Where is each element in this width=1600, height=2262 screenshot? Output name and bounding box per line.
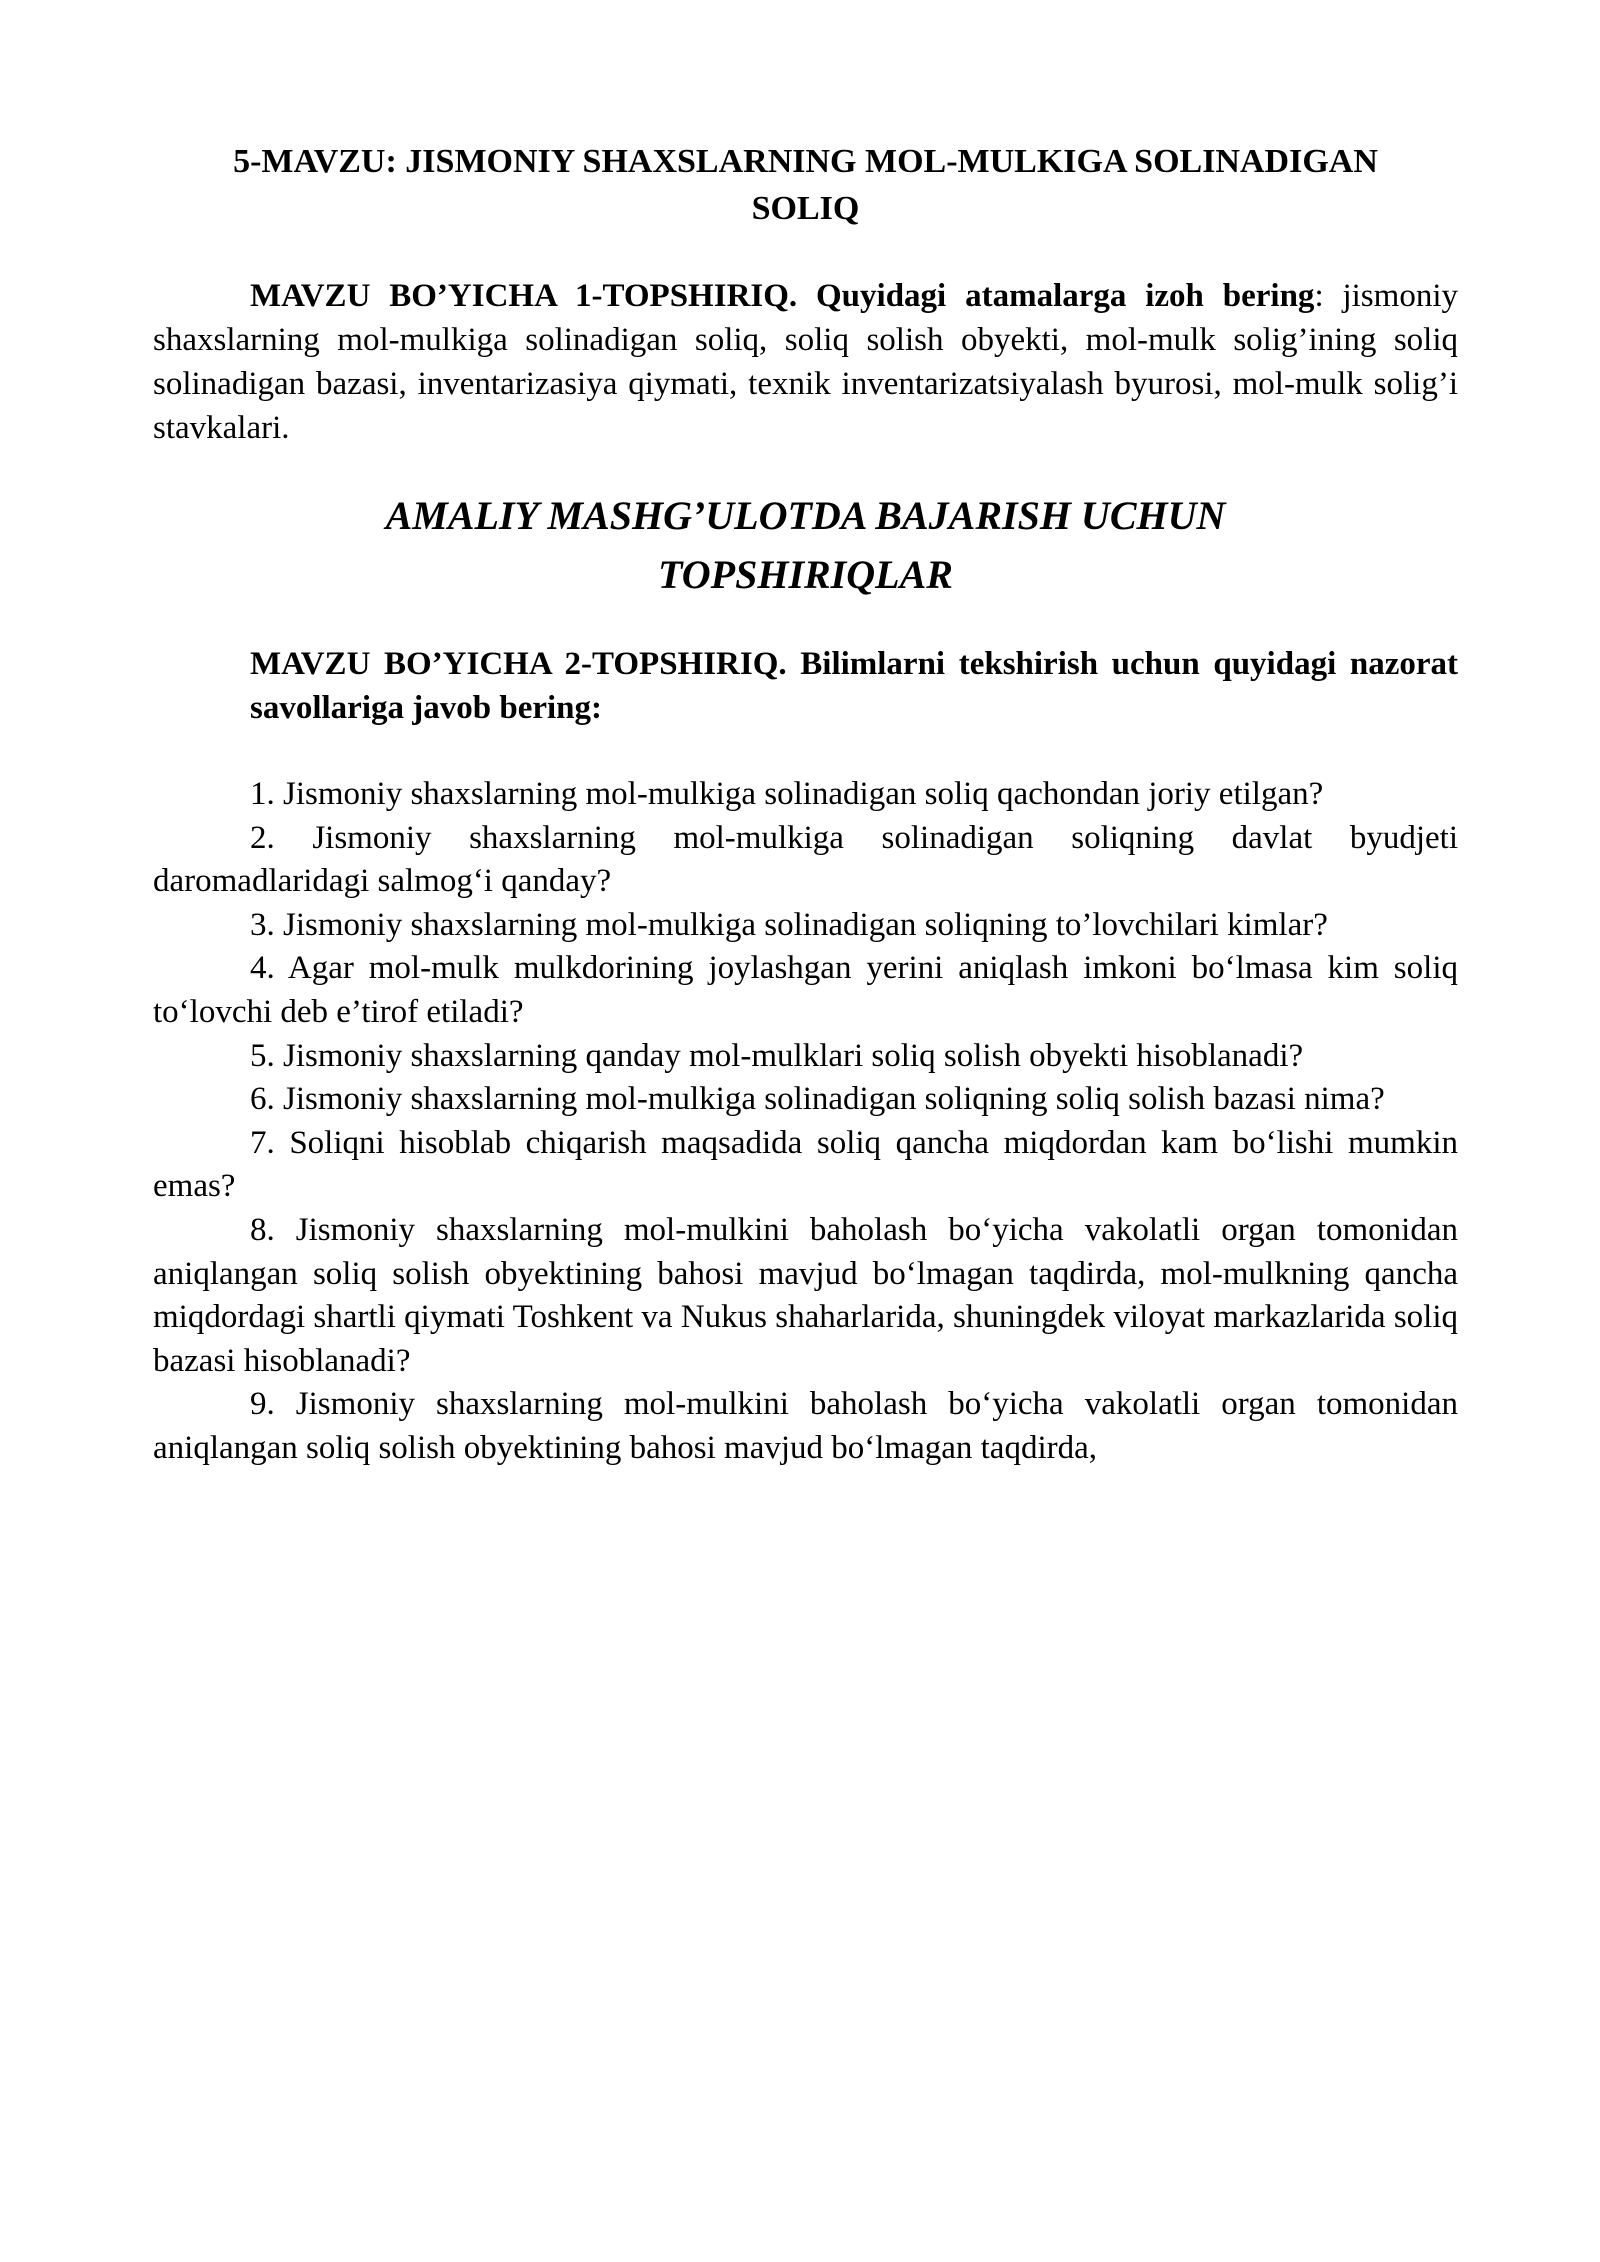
document-title: [153, 138, 1458, 232]
question-item: 1. Jismoniy shaxslarning mol-mulkiga solinadigan soliq qachondan joriy etilgan?: [250, 776, 1324, 812]
question-item: 7. Soliqni hisoblab chiqarish maqsadida soliq qancha miqdordan kam bo‘lishi mumkin emas?: [153, 1124, 1458, 1205]
question-item: 9. Jismoniy shaxslarning mol-mulkini baholash bo‘yicha vakolatli organ tomonidan aniqlangan soliq solish obyektining bahosi mavjud bo‘lmagan taqdirda,: [153, 1386, 1458, 1466]
task-1-colon: :: [1314, 278, 1324, 314]
question-item: 4. Agar mol-mulk mulkdorining joylashgan yerini aniqlash imkoni bo‘lmasa kim soliq to‘lovchi deb e’tirof etiladi?: [153, 950, 1458, 1030]
question-item: 3. Jismoniy shaxslarning mol-mulkiga solinadigan soliqning to’lovchilari kimlar?: [250, 906, 1328, 943]
question-item: 8. Jismoniy shaxslarning mol-mulkini baholash bo‘yicha vakolatli organ tomonidan aniqlangan soliq solish obyektining bahosi mavjud bo‘lmagan taqdirda, mol-mulkning qancha miqdordagi shartli qiymati Toshkent va Nukus shaharlarida, shuningdek viloyat markazlarida soliq bazasi hisoblanadi?: [153, 1211, 1458, 1379]
task-1-text: jismoniy shaxslarning mol-mulkiga solinadigan soliq, soliq solish obyekti, mol-mulk solig’ining soliq solinadigan bazasi, inventarizasiya qiymati, texnik inventarizatsiyalash byurosi, mol-mulk solig’i stavkalari.: [153, 278, 1458, 446]
document-title-line-1: 5-MAVZU: JISMONIY SHAXSLARNING MOL-MULKIGA SOLINADIGAN: [233, 143, 1378, 180]
section-heading: [153, 486, 1458, 604]
section-heading-line-1: AMALIY MASHG’ULOTDA BAJARISH UCHUN: [385, 493, 1226, 538]
task-1-paragraph: [153, 274, 1458, 450]
question-item: 2. Jismoniy shaxslarning mol-mulkiga solinadigan soliqning davlat byudjeti daromadlaridagi salmog‘i qanday?: [153, 819, 1458, 900]
section-heading-line-2: TOPSHIRIQLAR: [658, 552, 953, 597]
question-item: 5. Jismoniy shaxslarning qanday mol-mulklari soliq solish obyekti hisoblanadi?: [250, 1037, 1304, 1074]
task-2-label: MAVZU BO’YICHA 2-TOPSHIRIQ. Bilimlarni tekshirish uchun quyidagi nazorat savollariga javob bering:: [250, 646, 1458, 726]
task-2-paragraph: [250, 642, 1458, 730]
question-list: [153, 773, 1458, 1471]
document-title-line-2: SOLIQ: [751, 190, 860, 227]
question-item: 6. Jismoniy shaxslarning mol-mulkiga solinadigan soliqning soliq solish bazasi nima?: [250, 1081, 1385, 1118]
document-body: [153, 138, 1458, 1471]
task-1-label: MAVZU BO’YICHA 1-TOPSHIRIQ. Quyidagi atamalarga izoh bering: [250, 278, 1315, 314]
